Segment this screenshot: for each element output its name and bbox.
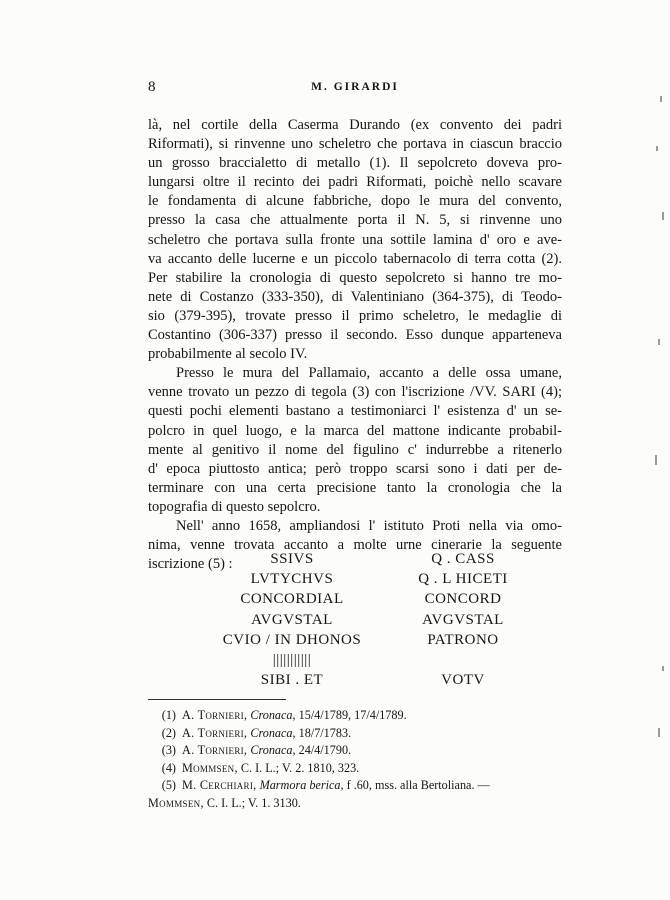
text-line: Nell' anno 1658, ampliandosi l' istituto Proti nella via omo- <box>176 517 562 534</box>
footnote <box>148 777 562 795</box>
inscription-right: Q . CASS <box>431 551 495 567</box>
inscription <box>148 549 562 690</box>
footnote <box>148 742 562 760</box>
text-line: Riformati), si rinvenne uno scheletro che portava in ciascun braccio <box>148 136 562 153</box>
text-line: questi pochi elementi bastano a testimoniarci l' esistenza d' un se- <box>148 403 562 420</box>
inscription-left: ||||||||||| <box>272 651 312 668</box>
footnote-author: A. Tornieri, <box>182 708 248 722</box>
inscription-row <box>148 549 562 569</box>
text-line: scheletro che portava sulla fronte una sottile lamina d' oro e ave- <box>148 231 562 248</box>
running-title: M. GIRARDI <box>311 81 399 93</box>
text-line: sio (379-395), trovate presso il primo scheletro, le medaglie di <box>148 307 562 324</box>
inscription-right: PATRONO <box>427 631 499 648</box>
footnote-number: (4) <box>161 760 176 775</box>
text-line: va accanto delle lucerne e un piccolo tabernacolo di terra cotta (2). <box>148 250 562 267</box>
text-line: lungarsi oltre il recinto dei padri Riformati, poichè nello scavare <box>148 174 562 191</box>
running-header <box>148 79 562 101</box>
text-line: Per stabilire la cronologia di questo sepolcreto si hanno tre mo- <box>148 269 562 286</box>
footnote-number: (3) <box>161 743 176 757</box>
footnotes <box>148 707 562 812</box>
inscription-right: VOTV <box>441 672 485 689</box>
footnote-author: A. Tornieri, <box>182 743 248 757</box>
text-line: un grosso braccialetto di metallo (1). Il sepolcreto doveva pro- <box>148 155 562 172</box>
footnote <box>148 725 562 743</box>
inscription-left: AVGVSTAL <box>251 611 333 628</box>
inscription-row <box>148 589 562 609</box>
footnote-author: Mommsen, <box>182 760 238 775</box>
footnote-work: Cronaca, <box>250 743 296 757</box>
footnote <box>148 760 562 778</box>
text-line: d' epoca piuttosto antica; però troppo scarsi sono i dati per de- <box>148 460 562 477</box>
text-line: venne trovato un pezzo di tegola (3) con l'iscrizione /VV. SARI (4); <box>148 384 562 401</box>
inscription-left: SIBI . ET <box>260 672 324 689</box>
text-line: presso la casa che attualmente porta il N. 5, si rinvenne uno <box>148 212 562 229</box>
inscription-left: LVTYCHVS <box>250 571 334 588</box>
inscription-row <box>148 670 562 690</box>
footnote-continuation <box>148 795 562 813</box>
footnote-author: Mommsen, <box>148 795 204 810</box>
inscription-right: AVGVSTAL <box>422 611 504 628</box>
page-number: 8 <box>148 79 156 95</box>
text-line: terminare con una certa precisione tanto la cronologia che la <box>148 479 562 496</box>
footnote-detail: 24/4/1790. <box>298 743 352 757</box>
footnote-work: Marmora berica, <box>259 778 344 792</box>
footnote-rule <box>148 699 286 700</box>
footnote-number: (2) <box>161 725 176 740</box>
footnote-work: Cronaca, <box>250 708 296 722</box>
footnote-number: (5) <box>161 778 176 792</box>
text-line: le fondamenta di alcune fabbriche, dopo le mura del convento, <box>148 193 562 210</box>
text-line: iscrizione (5) : <box>148 556 233 573</box>
footnote-number: (1) <box>161 708 176 722</box>
text-line: topografia di questo sepolcro. <box>148 498 321 515</box>
main-text <box>148 116 562 574</box>
footnote-detail: C. I. L.; V. 1. 3130. <box>206 795 301 810</box>
footnote <box>148 707 562 725</box>
inscription-left: SSIVS <box>270 551 314 567</box>
text-line: polcro in quel luogo, e la marca del mattone indicante probabil- <box>148 422 562 439</box>
text-line: nete di Costanzo (333-350), di Valentiniano (364-375), di Teodo- <box>148 288 562 305</box>
inscription-row <box>148 569 562 589</box>
inscription-left: CONCORDIAL <box>240 591 344 608</box>
text-line: nima, venne trovata accanto a molte urne cinerarie la seguente <box>148 537 562 554</box>
inscription-right: CONCORD <box>424 591 502 608</box>
inscription-row <box>148 630 562 650</box>
footnote-detail: 15/4/1789, 17/4/1789. <box>298 708 407 722</box>
footnote-author: A. Tornieri, <box>182 725 248 740</box>
text-line: Presso le mura del Pallamaio, accanto a delle ossa umane, <box>176 365 562 382</box>
footnote-detail: C. I. L.; V. 2. 1810, 323. <box>240 760 360 775</box>
inscription-row <box>148 610 562 630</box>
footnote-detail: f .60, mss. alla Bertoliana. — <box>346 778 490 792</box>
text-line: là, nel cortile della Caserma Durando (ex convento dei padri <box>148 117 562 133</box>
footnote-author: M. Cerchiari, <box>182 778 257 792</box>
footnote-detail: 18/7/1783. <box>298 725 352 740</box>
footnote-work: Cronaca, <box>250 725 296 740</box>
inscription-row <box>148 650 562 670</box>
text-line: mente al genitivo il nome del figulino c' indurrebbe a ritenerlo <box>148 441 562 458</box>
inscription-left: CVIO / IN DHONOS <box>222 631 362 648</box>
inscription-right: Q . L HICETI <box>418 571 508 588</box>
text-line: Costantino (306-337) presso il secondo. Esso dunque apparteneva <box>148 327 562 344</box>
text-line: probabilmente al secolo IV. <box>148 346 308 363</box>
